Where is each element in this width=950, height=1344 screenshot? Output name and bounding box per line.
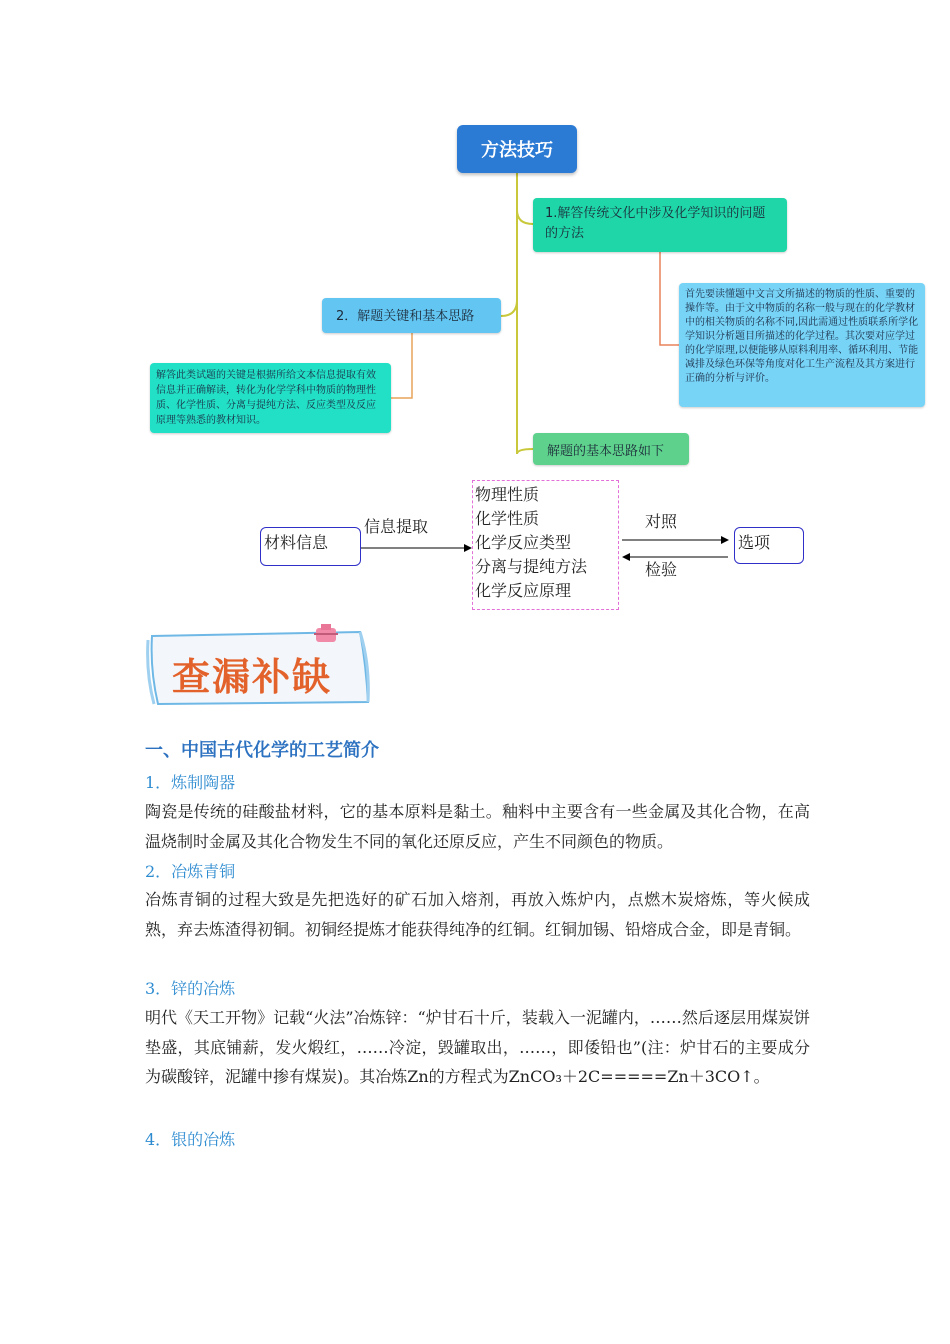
mindmap-node-method: 1.解答传统文化中涉及化学知识的问题的方法: [533, 198, 787, 252]
property-item: 物理性质: [475, 485, 540, 504]
mindmap-node-basic-approach: 解题的基本思路如下: [533, 433, 689, 465]
item-heading: 4．银的冶炼: [145, 1130, 236, 1149]
property-item: 化学反应类型: [475, 533, 572, 552]
mindmap-node-key-ideas: 2．解题关键和基本思路: [322, 298, 501, 333]
node1-detail-line: [660, 252, 679, 345]
property-item: 化学性质: [475, 509, 540, 528]
extract-label: 信息提取: [364, 517, 429, 536]
verify-label: 检验: [645, 560, 678, 579]
item-heading: 2．冶炼青铜: [145, 862, 236, 881]
mindmap-node-key-ideas-detail: 解答此类试题的关键是根据所给文本信息提取有效信息并正确解读，转化为化学学科中物质的物理性质、化学性质、分离与提纯方法、反应类型及反应原理等熟悉的教材知识。: [150, 363, 391, 433]
verify-arrowhead: [622, 553, 630, 561]
item-text: 冶炼青铜的过程大致是先把选好的矿石加入熔剂，再放入炼炉内，点燃木炭熔炼，等火候成熟，弃去炼渣得初铜。初铜经提炼才能获得纯净的红铜。红铜加锡、铅熔成合金，即是青铜。: [145, 890, 810, 939]
material-info-box: 材料信息: [260, 527, 361, 566]
extract-arrowhead: [464, 544, 472, 552]
property-item: 化学反应原理: [475, 581, 572, 600]
paper-clip-icon: [314, 624, 338, 642]
item-heading: 3．锌的冶炼: [145, 979, 236, 998]
section-title: 一、中国古代化学的工艺简介: [145, 740, 379, 761]
branch-to-node2: [501, 300, 517, 316]
option-box: 选项: [734, 527, 804, 564]
banner-text: 查漏补缺: [172, 654, 333, 699]
branch-to-node1: [517, 210, 533, 224]
check-gaps-banner: [146, 624, 372, 706]
properties-box: [472, 480, 619, 610]
item-text: 陶瓷是传统的硅酸盐材料，它的基本原料是黏土。釉料中主要含有一些金属及其化合物，在高温烧制时金属及其化合物发生不同的氧化还原反应，产生不同颜色的物质。: [145, 802, 810, 851]
compare-label: 对照: [645, 512, 678, 531]
property-item: 分离与提纯方法: [475, 557, 588, 576]
item-text: 明代《天工开物》记载“火法”冶炼锌：“炉甘石十斤，装载入一泥罐内，……然后逐层用煤炭饼垫盛，其底铺薪，发火煅红，……冷淀，毁罐取出，……，即倭铅也”(注：炉甘石的主要成分为碳酸锌，泥罐中掺有煤炭)。其冶炼Zn的方程式为ZnCO₃＋2C=====Zn＋3CO↑。: [145, 1008, 810, 1086]
node2-detail-line: [391, 333, 412, 398]
item-heading: 1．炼制陶器: [145, 773, 236, 792]
branch-line: [517, 173, 533, 454]
compare-arrowhead: [721, 536, 729, 544]
mindmap-node-method-detail: 首先要读懂题中文言文所描述的物质的性质、重要的操作等。由于文中物质的名称一般与现在的化学教材中的相关物质的名称不同,因此需通过性质联系所学化学知识分析题目所描述的化学过程。其次要对应学过的化学原理,以便能够从原料利用率、循环利用、节能减排及绿色环保等角度对化工生产流程及其方案进行正确的分析与评价。: [679, 283, 925, 407]
mindmap-root: 方法技巧: [457, 125, 577, 173]
